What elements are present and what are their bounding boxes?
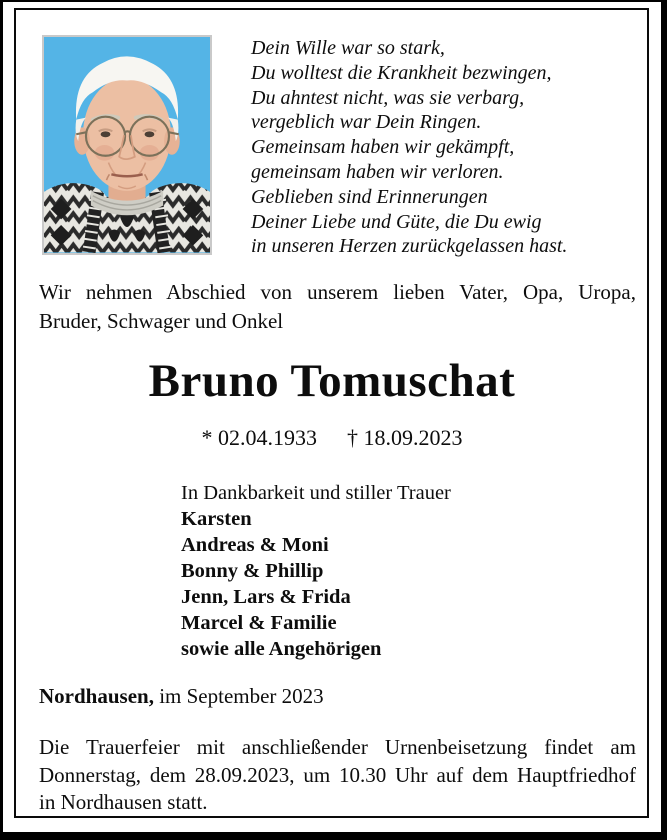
dateline-city: Nordhausen, — [39, 684, 154, 708]
farewell-line: Bruder, Schwager und Onkel — [39, 308, 284, 333]
funeral-notice — [39, 734, 636, 817]
mourner-name: Andreas & Moni — [181, 534, 329, 556]
mourners-intro: In Dankbarkeit und stiller Trauer — [181, 482, 451, 504]
poem-line: gemeinsam haben wir verloren. — [251, 160, 504, 183]
mourner-name: Jenn, Lars & Frida — [181, 586, 351, 608]
dateline-date: im September 2023 — [159, 684, 324, 708]
poem-line: vergeblich war Dein Ringen. — [251, 111, 482, 134]
mourner-name: Bonny & Phillip — [181, 560, 324, 582]
funeral-line: Die Trauerfeier mit anschließender Urnenbeisetzung findet am — [39, 735, 636, 759]
mourner-name: Karsten — [181, 508, 252, 530]
birth-date: * 02.04.1933 — [201, 425, 317, 450]
poem-line: Dein Wille war so stark, — [251, 37, 445, 59]
dateline — [39, 684, 324, 709]
poem-line: in unseren Herzen zurückgelassen hast. — [251, 235, 568, 258]
portrait-illustration — [44, 37, 210, 253]
farewell-line: Wir nehmen Abschied von unserem lieben Vater, Opa, Uropa, — [39, 280, 636, 304]
deceased-name: Bruno Tomuschat — [148, 355, 516, 407]
memorial-poem — [251, 36, 567, 259]
poem-line: Geblieben sind Erinnerungen — [251, 185, 488, 208]
mourners-list — [181, 480, 451, 662]
obituary-page — [3, 2, 661, 832]
life-dates — [3, 425, 661, 451]
portrait-photo — [42, 35, 212, 255]
mourner-name: sowie alle Angehörigen — [181, 638, 382, 660]
poem-line: Deiner Liebe und Güte, die Du ewig — [251, 210, 542, 233]
poem-line: Du ahntest nicht, was sie verbarg, — [251, 86, 525, 109]
mourner-name: Marcel & Familie — [181, 612, 337, 634]
funeral-line: Donnerstag, dem 28.09.2023, um 10.30 Uhr auf dem Hauptfriedhof — [39, 762, 636, 787]
poem-line: Gemeinsam haben wir gekämpft, — [251, 136, 515, 159]
farewell-text — [39, 278, 636, 335]
funeral-line: in Nordhausen statt. — [39, 790, 208, 815]
poem-line: Du wolltest die Krankheit bezwingen, — [251, 61, 552, 84]
death-date: † 18.09.2023 — [347, 425, 463, 450]
